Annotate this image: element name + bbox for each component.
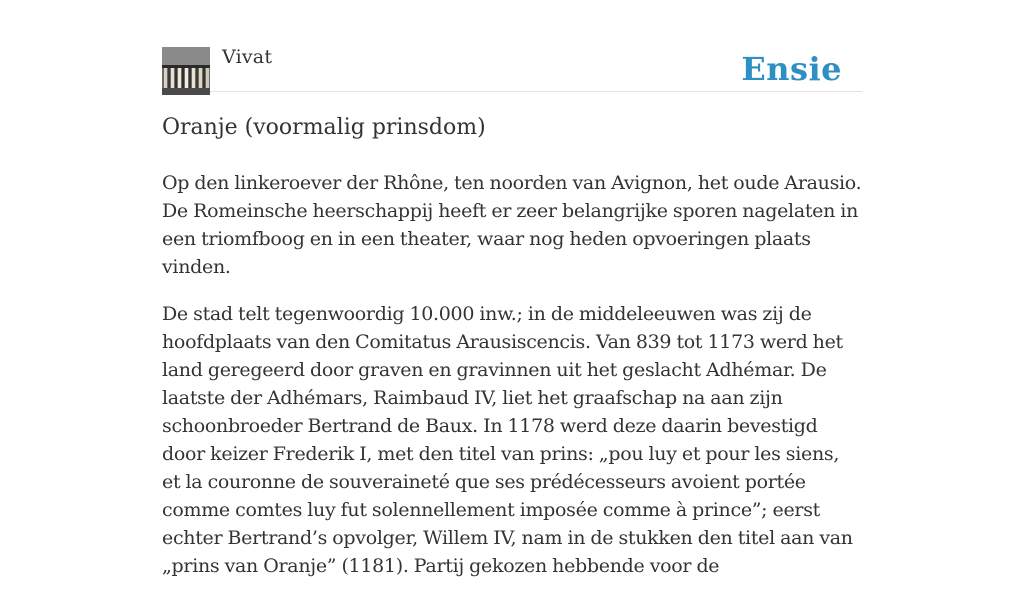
article-page <box>162 0 862 577</box>
article-paragraph: Op den linkeroever der Rhône, ten noorden van Avignon, het oude Arausio. De Romeinsche heerschappij heeft er zeer belangrijke sporen nagelaten in een triomfboog en in een theater, waar nog heden opvoeringen plaats vinden. <box>162 172 862 278</box>
page-title: Oranje (voormalig prinsdom) <box>162 115 486 140</box>
avatar[interactable] <box>162 47 210 95</box>
library-shelves-icon <box>162 47 210 95</box>
article-header <box>162 0 862 92</box>
author-name[interactable]: Vivat <box>222 46 273 68</box>
ensie-logo[interactable]: Ensie <box>741 50 842 88</box>
article-paragraph: De stad telt tegenwoordig 10.000 inw.; in de middeleeuwen was zij de hoofdplaats van den Comitatus Arausiscencis. Van 839 tot 1173 werd het land geregeerd door graven en gravinnen uit het geslacht Adhémar. De laatste der Adhémars, Raimbaud IV, liet het graafschap na aan zijn schoonbroeder Bertrand de Baux. In 1178 werd deze daarin bevestigd door keizer Frederik I, met den titel van prins: „pou luy et pour les siens, et la couronne de souveraineté que ses prédécesseurs avoient portée comme comtes luy fut solennellement imposée comme à prince”; eerst echter Bertrand’s opvolger, Willem IV, nam in de stukken den titel aan van „prins van Oranje” (1181). Partij gekozen hebbende voor de <box>162 303 853 577</box>
article-body <box>162 169 862 599</box>
